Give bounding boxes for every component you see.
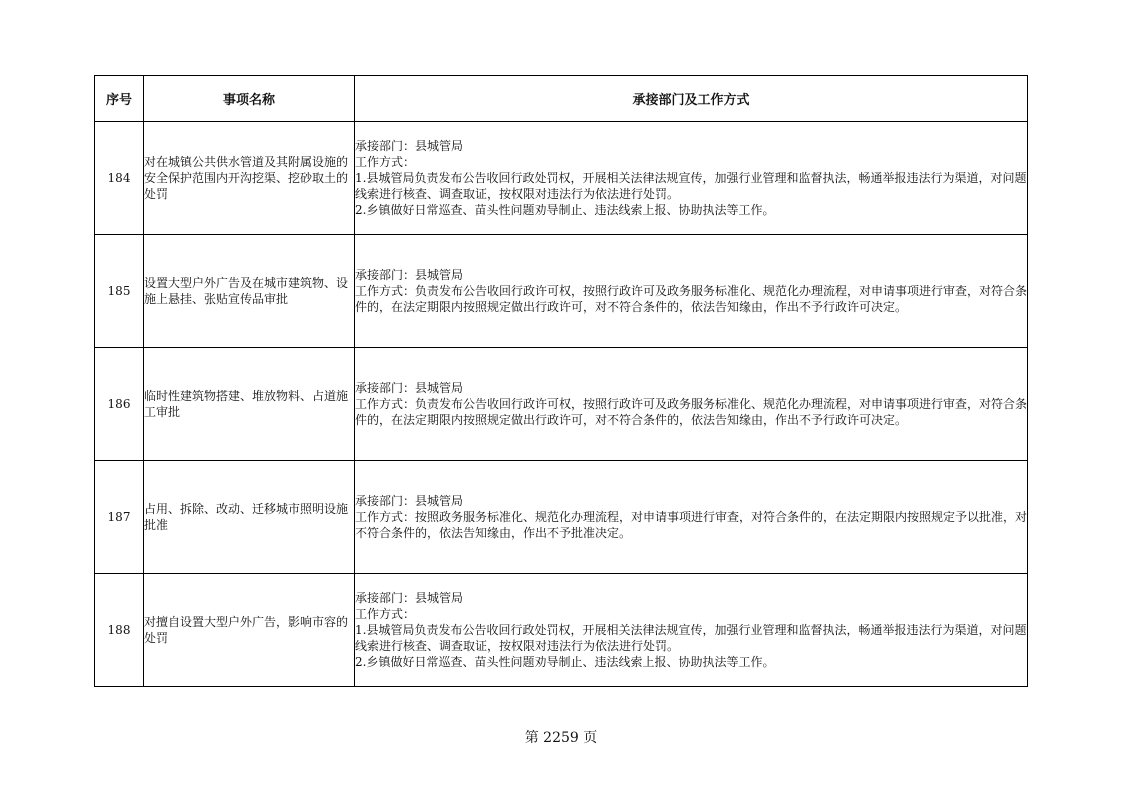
- department-line: 承接部门：县城管局: [355, 381, 464, 395]
- method-step-1: 1.县城管局负责发布公告收回行政处罚权，开展相关法律法规宣传，加强行业管理和监督执法，畅通举报违法行为渠道，对问题线索进行核查、调查取证，按权限对违法行为依法进行处罚。: [355, 171, 1027, 201]
- method-label-line: 工作方式：: [355, 607, 416, 621]
- row-item-name: 占用、拆除、改动、迁移城市照明设施批准: [144, 461, 355, 574]
- method-line: 工作方式：按照政务服务标准化、规范化办理流程，对申请事项进行审查，对符合条件的，在法定期限内按照规定予以批准，对不符合条件的，依法告知缘由，作出不予批准决定。: [355, 510, 1028, 540]
- table-row: [95, 235, 1028, 348]
- method-line: 工作方式：负责发布公告收回行政许可权，按照行政许可及政务服务标准化、规范化办理流程，对申请事项进行审查，对符合条件的，在法定期限内按照规定做出行政许可，对不符合条件的，依法告知缘由，作出不予行政许可决定。: [355, 284, 1028, 314]
- row-item-name: 设置大型户外广告及在城市建筑物、设施上悬挂、张贴宣传品审批: [144, 235, 355, 348]
- header-item-name: 事项名称: [144, 76, 355, 122]
- row-department-method: [355, 461, 1028, 574]
- method-step-2: 2.乡镇做好日常巡查、苗头性问题劝导制止、违法线索上报、协助执法等工作。: [355, 203, 775, 217]
- responsibility-table: [94, 75, 1028, 687]
- table-row: [95, 348, 1028, 461]
- department-line: 承接部门：县城管局: [355, 494, 464, 508]
- department-line: 承接部门：县城管局: [355, 268, 464, 282]
- header-department-method: 承接部门及工作方式: [355, 76, 1028, 122]
- table-row: [95, 461, 1028, 574]
- table-row: [95, 574, 1028, 687]
- row-serial-number: 187: [95, 461, 144, 574]
- page-number: 第 2259 页: [524, 730, 598, 746]
- method-label-line: 工作方式：: [355, 155, 416, 169]
- row-serial-number: 188: [95, 574, 144, 687]
- method-step-1: 1.县城管局负责发布公告收回行政处罚权，开展相关法律法规宣传，加强行业管理和监督执法，畅通举报违法行为渠道，对问题线索进行核查、调查取证，按权限对违法行为依法进行处罚。: [355, 623, 1027, 653]
- table-row: [95, 122, 1028, 235]
- table-header-row: [95, 76, 1028, 122]
- row-department-method: [355, 122, 1028, 235]
- row-department-method: [355, 235, 1028, 348]
- row-department-method: [355, 574, 1028, 687]
- row-department-method: [355, 348, 1028, 461]
- row-item-name: 对在城镇公共供水管道及其附属设施的安全保护范围内开沟挖渠、挖砂取土的处罚: [144, 122, 355, 235]
- method-line: 工作方式：负责发布公告收回行政许可权，按照行政许可及政务服务标准化、规范化办理流程，对申请事项进行审查，对符合条件的，在法定期限内按照规定做出行政许可，对不符合条件的，依法告知缘由，作出不予行政许可决定。: [355, 397, 1028, 427]
- department-line: 承接部门：县城管局: [355, 139, 464, 153]
- row-serial-number: 186: [95, 348, 144, 461]
- row-serial-number: 184: [95, 122, 144, 235]
- method-step-2: 2.乡镇做好日常巡查、苗头性问题劝导制止、违法线索上报、协助执法等工作。: [355, 655, 775, 669]
- department-line: 承接部门：县城管局: [355, 591, 464, 605]
- row-item-name: 临时性建筑物搭建、堆放物料、占道施工审批: [144, 348, 355, 461]
- row-item-name: 对擅自设置大型户外广告，影响市容的处罚: [144, 574, 355, 687]
- header-serial-number: 序号: [95, 76, 144, 122]
- row-serial-number: 185: [95, 235, 144, 348]
